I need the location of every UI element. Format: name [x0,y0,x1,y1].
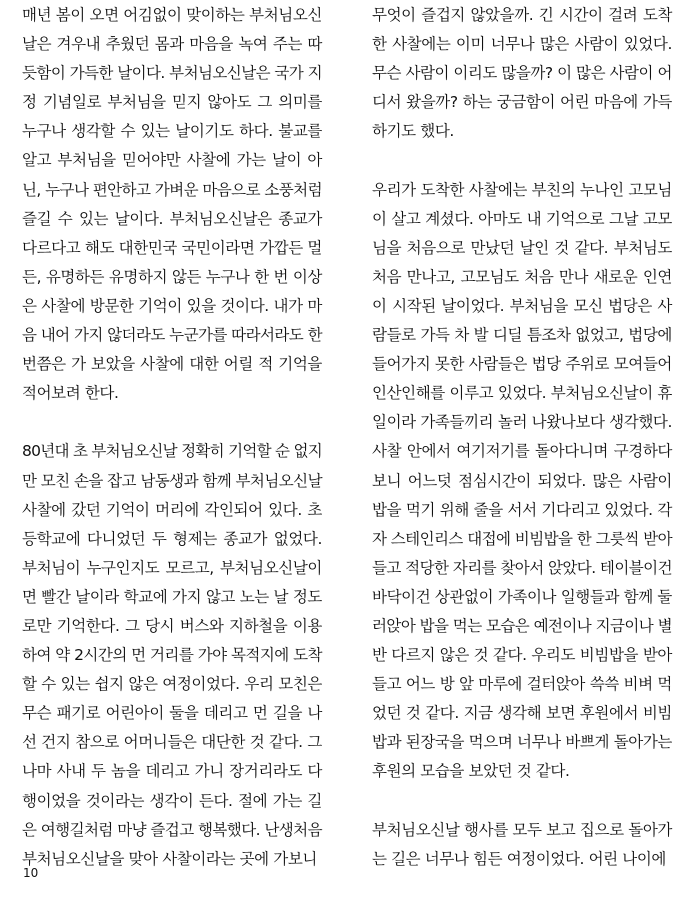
text-line: 무엇이 즐겁지 않았을까. 긴 시간이 걸려 도착 [372,6,672,24]
text-line: 은 여행길처럼 마냥 즐겁고 행복했다. 난생처음 [22,820,322,839]
text-line: 밥을 먹기 위해 줄을 서서 기다리고 있었다. 각 [372,500,672,519]
right-paragraph [372,176,672,787]
text-line: 인산인해를 이루고 있었다. 부처님오신날이 휴 [372,384,672,403]
text-line: 부처님오신날을 맞아 사찰이라는 곳에 가보니 [22,849,317,868]
text-line: 밥과 된장국을 먹으며 너무나 바쁘게 돌아가는 [372,733,672,752]
text-line: 무슨 사람이 이리도 많을까? 이 많은 사람이 어 [372,64,672,83]
text-line: 닌, 누구나 편안하고 가벼운 마음으로 소풍처럼 [22,180,322,199]
text-line: 나마 사내 두 놈을 데리고 가니 장거리라도 다 [22,762,322,781]
text-line: 한 사찰에는 이미 너무나 많은 사람이 있었다. [372,35,672,54]
text-line: 면 빨간 날이라 학교에 가지 않고 노는 날 정도 [22,587,322,606]
right-paragraph [372,816,672,874]
text-line: 들고 적당한 자리를 찾아서 앉았다. 테이블이건 [372,558,672,577]
text-line: 든, 유명하든 유명하지 않든 누구나 한 번 이상 [22,267,322,286]
text-line: 행이었을 것이라는 생각이 든다. 절에 가는 길 [22,791,322,810]
text-line: 이 시작된 날이었다. 부처님을 모신 법당은 사 [372,296,672,315]
text-line: 바닥이건 상관없이 가족이나 일행들과 함께 둘 [372,587,672,606]
text-line: 알고 부처님을 믿어야만 사찰에 가는 날이 아 [22,151,322,170]
text-line: 사찰 안에서 여기저기를 돌아다니며 구경하다 [372,442,672,461]
text-line: 등학교에 다니었던 두 형제는 종교가 없었다. [22,529,322,548]
text-line: 반 다르지 않은 것 같다. 우리도 비빔밥을 받아 [372,646,672,665]
page-number: 10 [23,866,39,880]
text-line: 러앉아 밥을 먹는 모습은 예전이나 지금이나 별 [372,616,672,635]
text-line: 누구나 생각할 수 있는 날이기도 하다. 불교를 [22,122,322,141]
text-line: 다르다고 해도 대한민국 국민이라면 가깝든 멀 [22,238,322,257]
right-column [372,1,672,903]
text-line: 들고 어느 방 앞 마루에 걸터앉아 쓱쓱 비벼 먹 [372,675,672,694]
text-line: 만 모친 손을 잡고 남동생과 함께 부처님오신날 [22,471,322,490]
text-line: 처음 만나고, 고모님도 처음 만나 새로운 인연 [372,267,672,286]
text-line: 자 스테인리스 대접에 비빔밥을 한 그릇씩 받아 [372,529,672,548]
text-line: 은 사찰에 방문한 기억이 있을 것이다. 내가 마 [22,296,322,315]
text-line: 부처님이 누구인지도 모르고, 부처님오신날이 [22,558,322,577]
text-line: 디서 왔을까? 하는 궁금함이 어린 마음에 가득 [372,93,672,112]
text-line: 즐길 수 있는 날이다. 부처님오신날은 종교가 [22,209,322,228]
text-line: 하기도 했다. [372,122,454,141]
text-line: 듯함이 가득한 날이다. 부처님오신날은 국가 지 [22,64,322,83]
text-line: 할 수 있는 쉽지 않은 여정이었다. 우리 모친은 [22,675,322,694]
left-paragraph [22,437,322,873]
left-paragraph [22,1,322,408]
text-line: 는 길은 너무나 힘든 여정이었다. 어린 나이에 [372,849,667,868]
text-line: 이 살고 계셨다. 아마도 내 기억으로 그날 고모 [372,209,672,228]
text-line: 하여 약 2시간의 먼 거리를 가야 목적지에 도착 [22,646,322,665]
text-line: 일이라 가족들끼리 놀러 나왔나보다 생각했다. [372,413,672,432]
text-line: 번쯤은 가 보았을 사찰에 대한 어릴 적 기억을 [22,355,322,374]
text-line: 부처님오신날 행사를 모두 보고 집으로 돌아가 [372,820,672,839]
text-line: 후원의 모습을 보았던 것 같다. [372,762,570,781]
text-line: 사찰에 갔던 기억이 머리에 각인되어 있다. 초 [22,500,322,519]
text-line: 정 기념일로 부처님을 믿지 않아도 그 의미를 [22,93,322,112]
text-line: 로만 기억한다. 그 당시 버스와 지하철을 이용 [22,616,322,635]
text-line: 매년 봄이 오면 어김없이 맞이하는 부처님오신 [22,6,322,24]
text-line: 우리가 도착한 사찰에는 부친의 누나인 고모님 [372,180,672,199]
text-line: 었던 것 같다. 지금 생각해 보면 후원에서 비빔 [372,704,672,723]
text-line: 80년대 초 부처님오신날 정확히 기억할 순 없지 [22,442,322,461]
text-line: 보니 어느덧 점심시간이 되었다. 많은 사람이 [372,471,672,490]
text-line: 음 내어 가지 않더라도 누군가를 따라서라도 한 [22,326,322,345]
text-line: 무슨 패기로 어린아이 둘을 데리고 먼 길을 나 [22,704,322,723]
text-line: 님을 처음으로 만났던 날인 것 같다. 부처님도 [372,238,672,257]
text-line: 들어가지 못한 사람들은 법당 주위로 모여들어 [372,355,672,374]
right-paragraph [372,1,672,146]
text-line: 날은 겨우내 추웠던 몸과 마음을 녹여 주는 따 [22,35,322,54]
text-line: 람들로 가득 차 발 디딜 틈조차 없었고, 법당에 [372,326,672,345]
text-line: 적어보려 한다. [22,384,119,403]
left-column [22,1,322,903]
text-line: 선 건지 참으로 어머니들은 대단한 것 같다. 그 [22,733,322,752]
